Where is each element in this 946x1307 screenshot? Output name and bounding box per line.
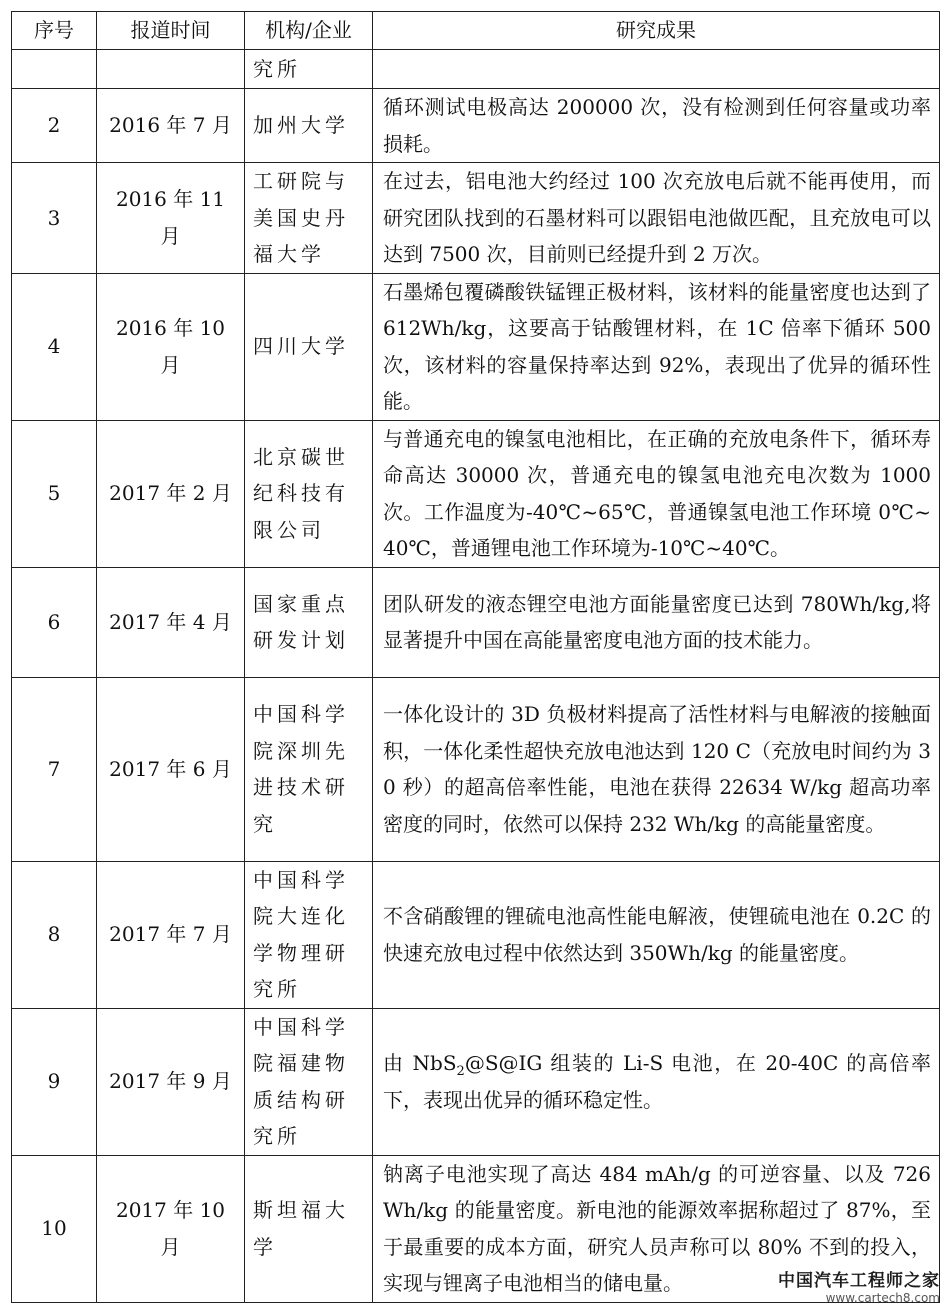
cell-no: 9 [12, 1008, 97, 1155]
cell-date: 2017 年 9 月 [97, 1008, 245, 1155]
site-watermark [778, 1266, 940, 1305]
table-row-continued [12, 50, 940, 89]
result-text-pre: 由 NbS [383, 1051, 457, 1075]
cell-org: 斯坦福大学 [245, 1155, 373, 1302]
table-row-7 [12, 677, 940, 861]
cell-result: 在过去，铝电池大约经过 100 次充放电后就不能再使用，而研究团队找到的石墨材料可以跟铝电池做匹配，且充放电可以达到 7500 次，目前则已经提升到 2 万次。 [373, 163, 940, 274]
cell-no: 5 [12, 420, 97, 567]
header-result: 研究成果 [373, 12, 940, 50]
cell-no: 2 [12, 89, 97, 163]
cell-date: 2017 年 4 月 [97, 567, 245, 677]
cell-org: 国家重点研发计划 [245, 567, 373, 677]
cell-result: 石墨烯包覆磷酸铁锰锂正极材料，该材料的能量密度也达到了 612Wh/kg，这要高于钴酸锂材料，在 1C 倍率下循环 500 次，该材料的容量保持率达到 92%，表现出了优异的循环性能。 [373, 273, 940, 420]
table-row-9 [12, 1008, 940, 1155]
cell-no: 4 [12, 273, 97, 420]
table-row-4 [12, 273, 940, 420]
research-results-table [11, 11, 940, 1303]
cell-no: 10 [12, 1155, 97, 1302]
cell-no: 8 [12, 861, 97, 1008]
cell-date [97, 50, 245, 89]
cell-result: 循环测试电极高达 200000 次，没有检测到任何容量或功率损耗。 [373, 89, 940, 163]
cell-date: 2017 年 2 月 [97, 420, 245, 567]
cell-date: 2017 年 10 月 [97, 1155, 245, 1302]
cell-org: 北京碳世纪科技有限公司 [245, 420, 373, 567]
header-no: 序号 [12, 12, 97, 50]
cell-date: 2016 年 10 月 [97, 273, 245, 420]
table-row-3 [12, 163, 940, 274]
cell-org: 中国科学院大连化学物理研究所 [245, 861, 373, 1008]
cell-result: 钠离子电池实现了高达 484 mAh/g 的可逆容量、以及 726 Wh/kg 的能量密度。新电池的能源效率据称超过了 87%，至于最重要的成本方面，研究人员声称可以 80% 不到的投入，实现与锂离子电池相当的储电量。 [373, 1155, 940, 1302]
cell-result: 不含硝酸锂的锂硫电池高性能电解液，使锂硫电池在 0.2C 的快速充放电过程中依然达到 350Wh/kg 的能量密度。 [373, 861, 940, 1008]
cell-date: 2016 年 11 月 [97, 163, 245, 274]
cell-org: 四川大学 [245, 273, 373, 420]
cell-date: 2016 年 7 月 [97, 89, 245, 163]
table-row-5 [12, 420, 940, 567]
table-row-6 [12, 567, 940, 677]
cell-result: 团队研发的液态锂空电池方面能量密度已达到 780Wh/kg,将显著提升中国在高能量密度电池方面的技术能力。 [373, 567, 940, 677]
watermark-title: 中国汽车工程师之家 [778, 1271, 940, 1291]
cell-org: 工研院与美国史丹福大学 [245, 163, 373, 274]
cell-no [12, 50, 97, 89]
cell-no: 7 [12, 677, 97, 861]
cell-org: 中国科学院福建物质结构研究所 [245, 1008, 373, 1155]
cell-date: 2017 年 7 月 [97, 861, 245, 1008]
watermark-url: www.cartech8.com [825, 1291, 940, 1305]
result-subscript: 2 [456, 1064, 465, 1079]
cell-org: 中国科学院深圳先进技术研究 [245, 677, 373, 861]
header-date: 报道时间 [97, 12, 245, 50]
header-org: 机构/企业 [245, 12, 373, 50]
result-text-post: @S@IG 组装的 Li-S 电池，在 20-40C 的高倍率下，表现出优异的循环稳定性。 [383, 1051, 931, 1112]
cell-result [373, 50, 940, 89]
cell-org: 究所 [245, 50, 373, 89]
table-row-2 [12, 89, 940, 163]
header-row [12, 12, 940, 50]
table-row-8 [12, 861, 940, 1008]
cell-date: 2017 年 6 月 [97, 677, 245, 861]
cell-org: 加州大学 [245, 89, 373, 163]
cell-result: 与普通充电的镍氢电池相比，在正确的充放电条件下，循环寿命高达 30000 次，普通充电的镍氢电池充电次数为 1000 次。工作温度为-40℃~65℃，普通镍氢电池工作环境 0℃~40℃，普通锂电池工作环境为-10℃~40℃。 [373, 420, 940, 567]
cell-result [373, 1008, 940, 1155]
cell-no: 3 [12, 163, 97, 274]
cell-no: 6 [12, 567, 97, 677]
cell-result: 一体化设计的 3D 负极材料提高了活性材料与电解液的接触面积，一体化柔性超快充放电池达到 120 C（充放电时间约为 30 秒）的超高倍率性能，电池在获得 22634 W/kg 超高功率密度的同时，依然可以保持 232 Wh/kg 的高能量密度。 [373, 677, 940, 861]
